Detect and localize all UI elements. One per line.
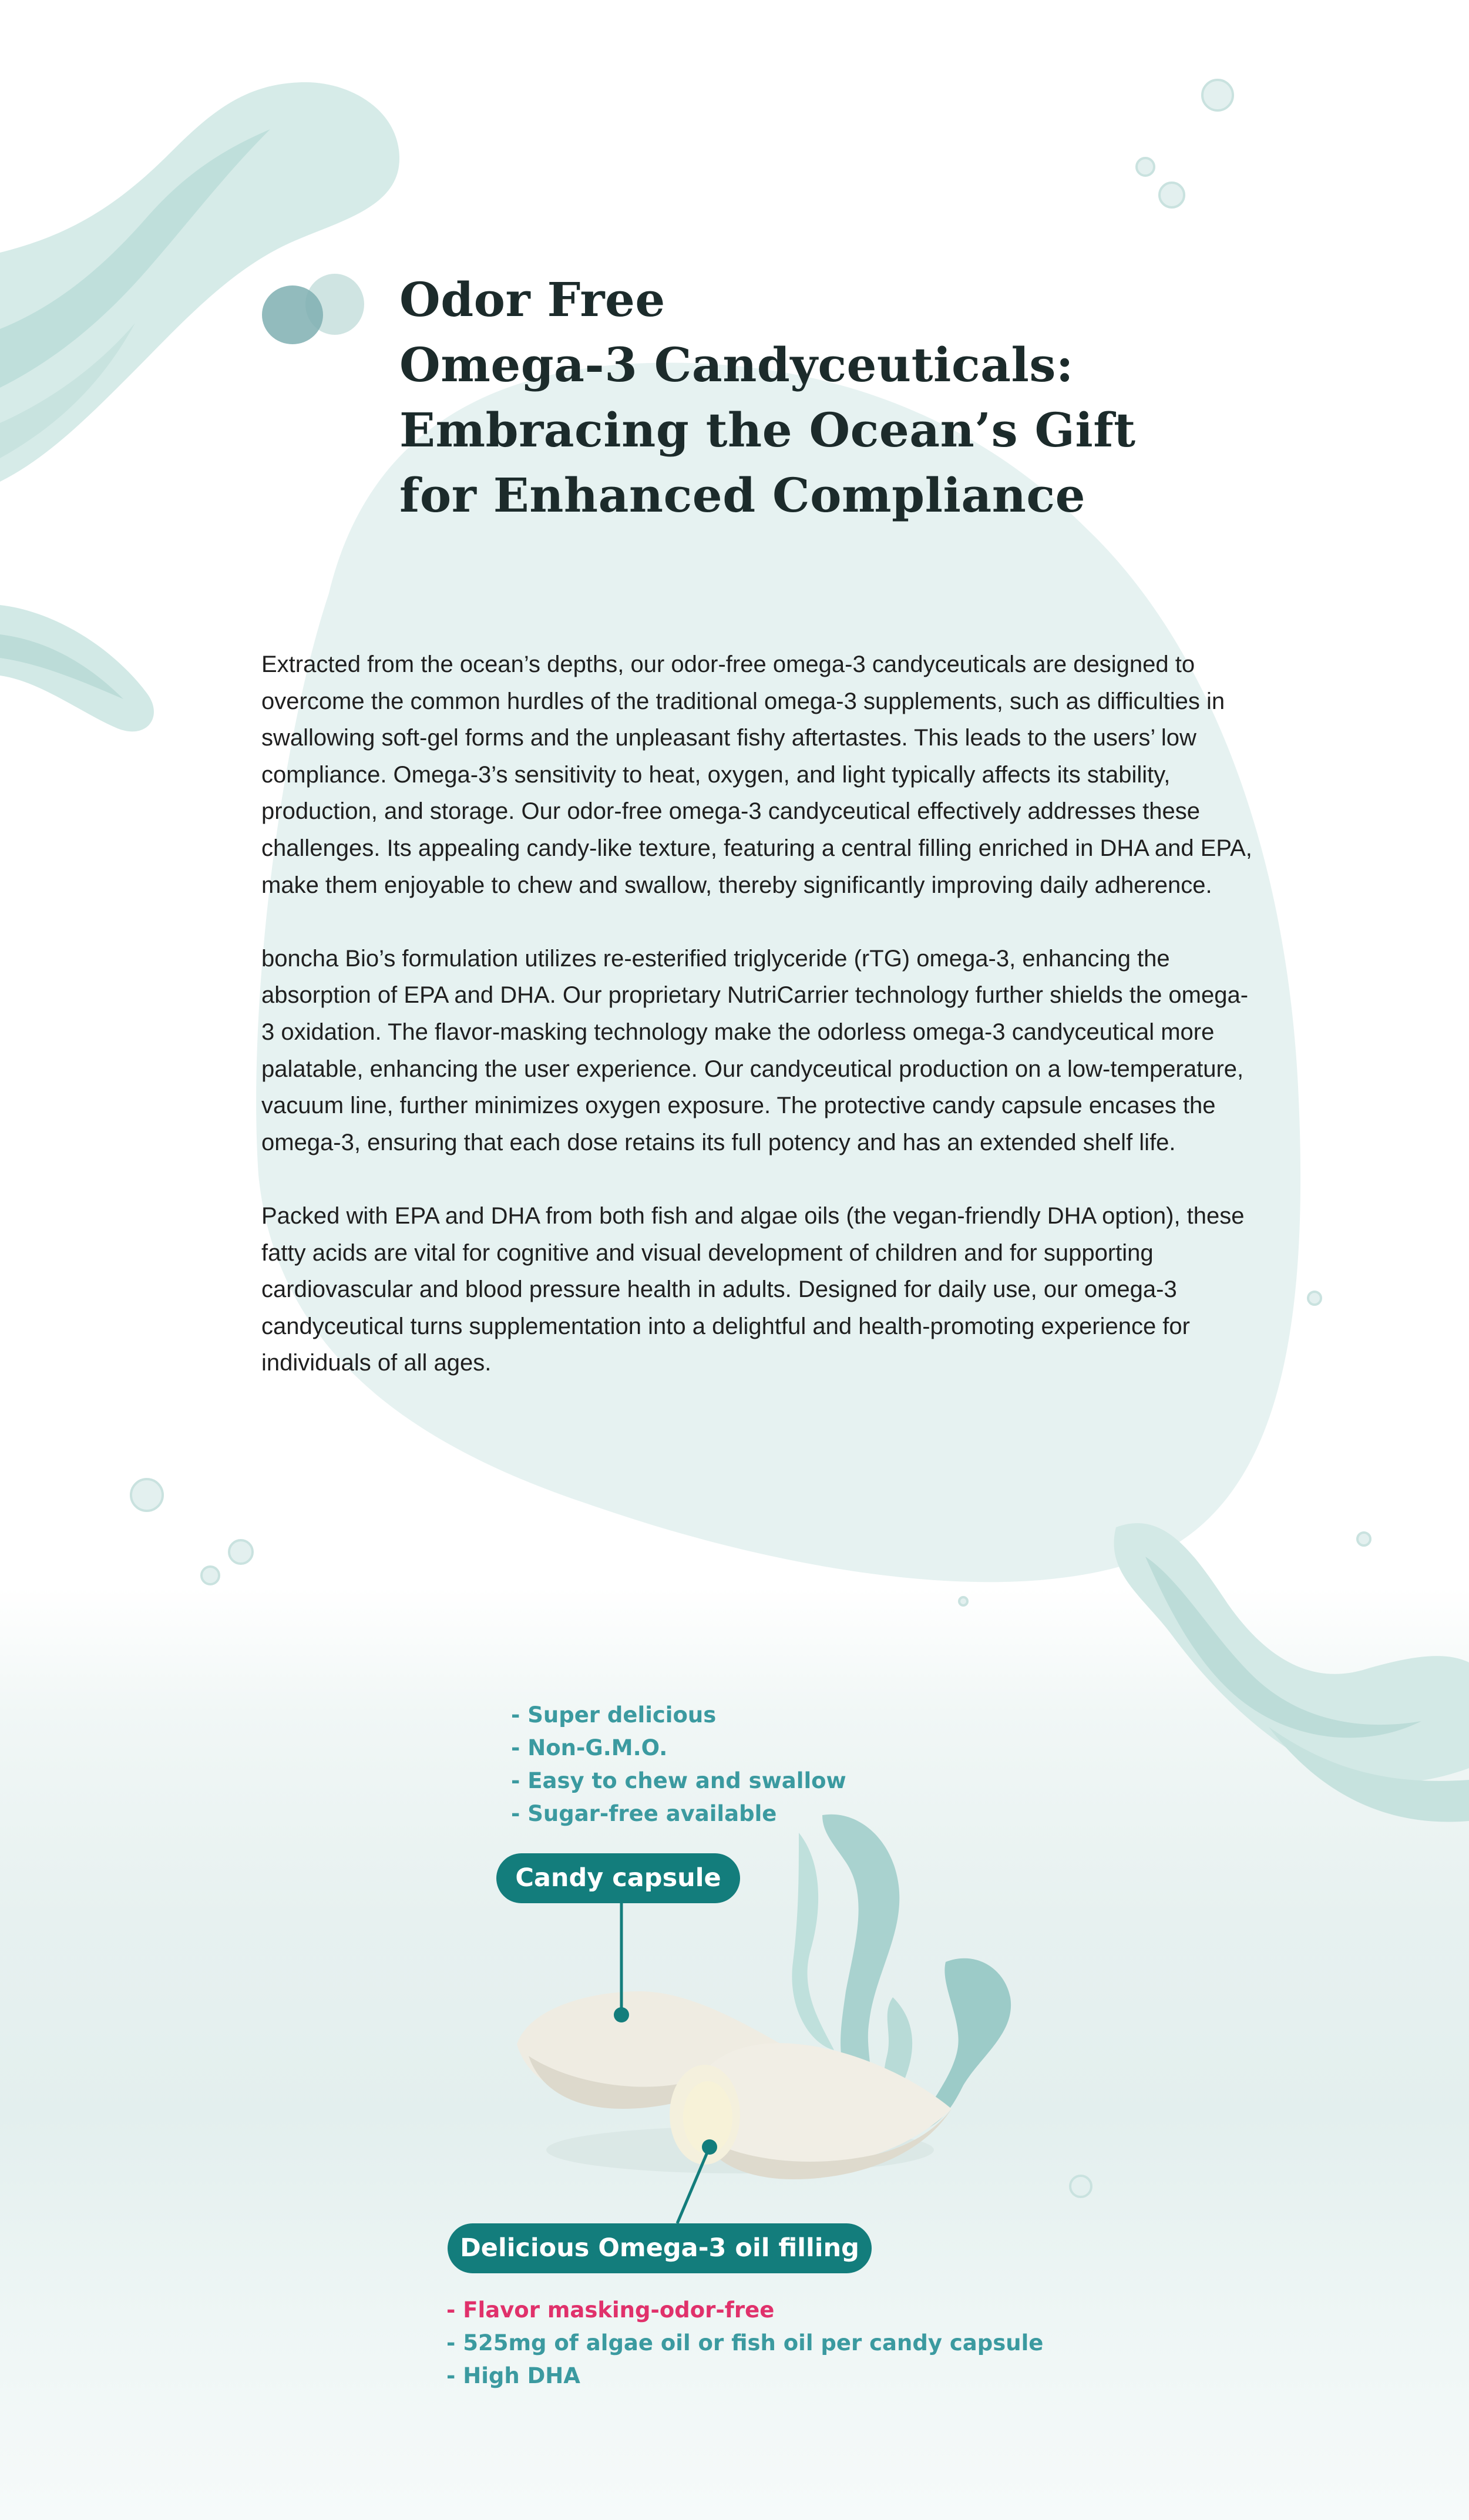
title-line-4: for Enhanced Compliance bbox=[399, 468, 1085, 523]
filling-features-list bbox=[446, 2294, 1043, 2393]
title-line-3: Embracing the Ocean’s Gift bbox=[399, 402, 1136, 458]
paragraph-benefits: Packed with EPA and DHA from both fish and algae oils (the vegan-friendly DHA option), these fatty acids are vital for cognitive and visual development of children and for supporting cardiovascular and blood pressure health in adults. Designed for daily use, our omega-3 candyceutical turns supplementation into a delightful and health-promoting experience for individuals of all ages. bbox=[261, 1202, 1245, 1376]
candy-feature-item: - Non-G.M.O. bbox=[511, 1735, 668, 1760]
candy-feature-item: - Super delicious bbox=[511, 1702, 717, 1728]
title-line-2: Omega-3 Candyceuticals: bbox=[399, 337, 1074, 392]
title-line-1: Odor Free bbox=[399, 272, 665, 327]
filling-feature-item: - Flavor masking-odor-free bbox=[446, 2297, 775, 2323]
page-title bbox=[399, 267, 1280, 528]
candy-capsule-image bbox=[493, 1797, 1022, 2232]
candy-feature-item: - Sugar-free available bbox=[511, 1801, 777, 1826]
body-text bbox=[261, 646, 1260, 1418]
candy-feature-item: - Easy to chew and swallow bbox=[511, 1768, 846, 1793]
title-bubble-icon bbox=[258, 270, 370, 352]
filling-feature-item: - 525mg of algae oil or fish oil per candy capsule bbox=[446, 2330, 1044, 2356]
omega3-filling-label: Delicious Omega-3 oil filling bbox=[448, 2223, 872, 2273]
paragraph-formulation: boncha Bio’s formulation utilizes re-esterified triglyceride (rTG) omega-3, enhancing the absorption of EPA and DHA. Our proprietary NutriCarrier technology further shields the omega-3 oxidation. The flavor-masking technology make the odorless omega-3 candyceutical more palatable, enhancing the user experience. Our candyceutical production on a low-temperature, vacuum line, further minimizes oxygen exposure. The protective candy capsule encases the omega-3, ensuring that each dose retains its full potency and has an extended shelf life. bbox=[261, 945, 1249, 1155]
candy-capsule-label: Candy capsule bbox=[496, 1853, 740, 1903]
filling-feature-item: - High DHA bbox=[446, 2363, 580, 2388]
paragraph-intro: Extracted from the ocean’s depths, our odor-free omega-3 candyceuticals are designed to overcome the common hurdles of the traditional omega-3 supplements, such as difficulties in swallowing soft-gel forms and the unpleasant fishy aftertastes. This leads to the users’ low compliance. Omega-3’s sensitivity to heat, oxygen, and light typically affects its stability, production, and storage. Our odor-free omega-3 candyceutical effectively addresses these challenges. Its appealing candy-like texture, featuring a central filling enriched in DHA and EPA, make them enjoyable to chew and swallow, thereby significantly improving daily adherence. bbox=[261, 651, 1252, 898]
